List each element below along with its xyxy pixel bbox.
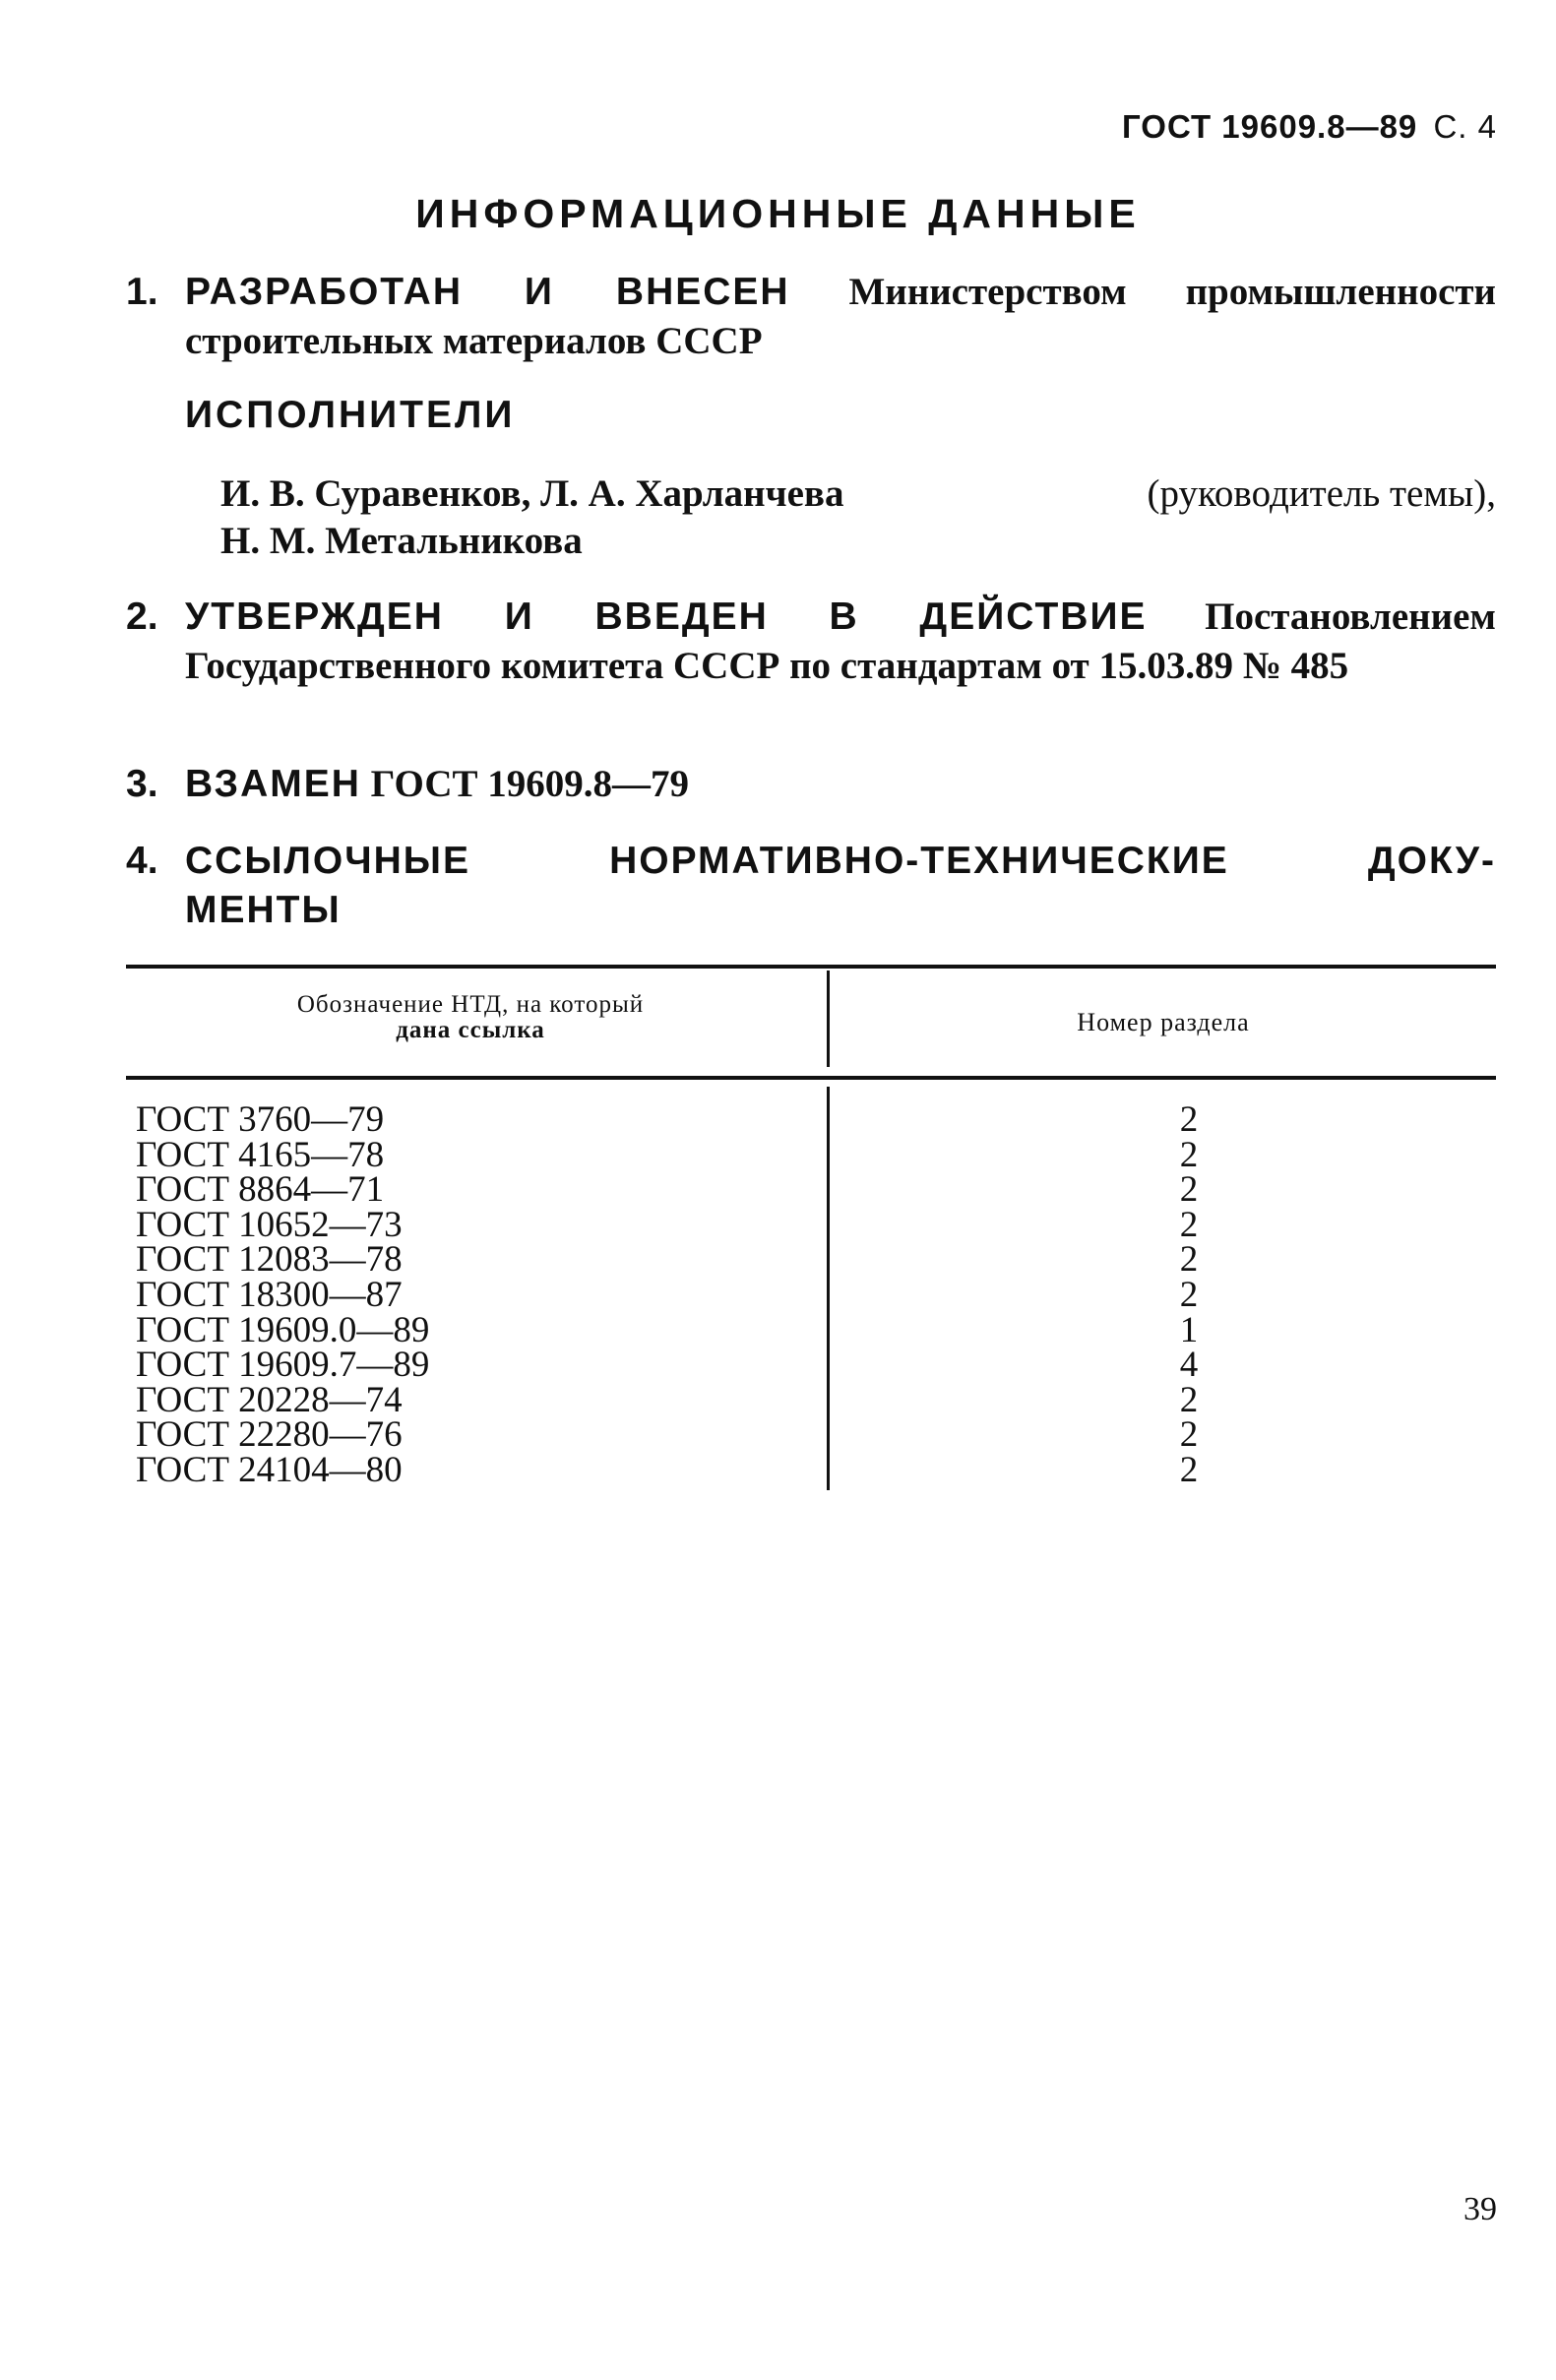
item-number: 3.: [126, 763, 158, 805]
section-cell: 4: [1179, 1345, 1199, 1386]
item-heading-word: МЕНТЫ: [185, 889, 342, 931]
item-heading: ВЗАМЕН: [185, 763, 361, 805]
page-number: 39: [1463, 2191, 1497, 2227]
column-header-section: Номер раздела: [1077, 1008, 1250, 1036]
item-1: [126, 268, 1496, 366]
reference-cell: ГОСТ 8864—71: [136, 1169, 385, 1211]
item-number: 1.: [126, 271, 158, 313]
reference-cell: ГОСТ 10652—73: [136, 1204, 403, 1245]
reference-cell: ГОСТ 12083—78: [136, 1239, 403, 1281]
reference-cell: ГОСТ 24104—80: [136, 1449, 403, 1490]
reference-cell: ГОСТ 19609.7—89: [136, 1345, 430, 1386]
table-row: [136, 1099, 1494, 1140]
running-header: [1122, 108, 1497, 146]
reference-cell: ГОСТ 18300—87: [136, 1274, 403, 1315]
table-row: [136, 1169, 1494, 1211]
section-cell: 2: [1179, 1169, 1199, 1211]
item-heading-word: ССЫЛОЧНЫЕ: [185, 840, 470, 882]
item-number: 2.: [126, 595, 158, 638]
item-heading-word: НОРМАТИВНО-ТЕХНИЧЕСКИЕ: [609, 840, 1229, 882]
section-cell: 2: [1179, 1099, 1199, 1140]
page-label: С. 4: [1433, 108, 1497, 145]
section-cell: 2: [1179, 1204, 1199, 1245]
item-heading: РАЗРАБОТАН И ВНЕСЕН: [185, 271, 790, 313]
table-divider: [827, 971, 830, 1067]
item-text: ГОСТ 19609.8—79: [370, 763, 690, 805]
table-row: [136, 1449, 1494, 1490]
section-cell: 1: [1179, 1309, 1199, 1350]
reference-cell: ГОСТ 19609.0—89: [136, 1309, 430, 1350]
reference-cell: ГОСТ 22280—76: [136, 1414, 403, 1456]
section-cell: 2: [1179, 1274, 1199, 1315]
table-row: [136, 1345, 1494, 1386]
table-row: [136, 1309, 1494, 1350]
item-2: [126, 593, 1496, 691]
table-top-rule: [126, 965, 1496, 969]
section-cell: 2: [1179, 1379, 1199, 1420]
performers-heading: ИСПОЛНИТЕЛИ: [185, 394, 516, 436]
section-cell: 2: [1179, 1414, 1199, 1456]
reference-cell: ГОСТ 20228—74: [136, 1379, 403, 1420]
table-row: [136, 1274, 1494, 1315]
item-heading-word: ДОКУ-: [1367, 840, 1496, 882]
column-header-reference: Обозначение НТД, на который дана ссылка: [296, 991, 645, 1043]
item-heading: УТВЕРЖДЕН И ВВЕДЕН В ДЕЙСТВИЕ: [185, 595, 1148, 638]
table-row: [136, 1414, 1494, 1456]
performers-list: [220, 470, 1496, 565]
section-cell: 2: [1179, 1134, 1199, 1175]
table-row: [136, 1134, 1494, 1175]
reference-cell: ГОСТ 3760—79: [136, 1099, 385, 1140]
table-row: [136, 1379, 1494, 1420]
table-body: [136, 1099, 1494, 1490]
performer-role: (руководитель темы),: [1147, 472, 1496, 515]
performer-names: И. В. Суравенков, Л. А. Харланчева: [220, 472, 844, 515]
page-title: ИНФОРМАЦИОННЫЕ ДАННЫЕ: [415, 191, 1141, 236]
item-text: Постановлением Государственного комитета СССР по стандартам от 15.03.89 № 485: [185, 595, 1496, 687]
section-cell: 2: [1179, 1239, 1199, 1281]
table-row: [136, 1239, 1494, 1281]
section-cell: 2: [1179, 1449, 1199, 1490]
performer-name: Н. М. Метальникова: [220, 520, 583, 562]
reference-cell: ГОСТ 4165—78: [136, 1134, 385, 1175]
table-header-rule: [126, 1076, 1496, 1080]
item-4: [126, 837, 1496, 935]
item-number: 4.: [126, 840, 158, 882]
table-row: [136, 1204, 1494, 1245]
standard-reference: ГОСТ 19609.8—89: [1122, 108, 1418, 145]
item-text: Министерством промышленности строительных материалов СССР: [185, 271, 1497, 362]
item-3: [126, 760, 1496, 809]
